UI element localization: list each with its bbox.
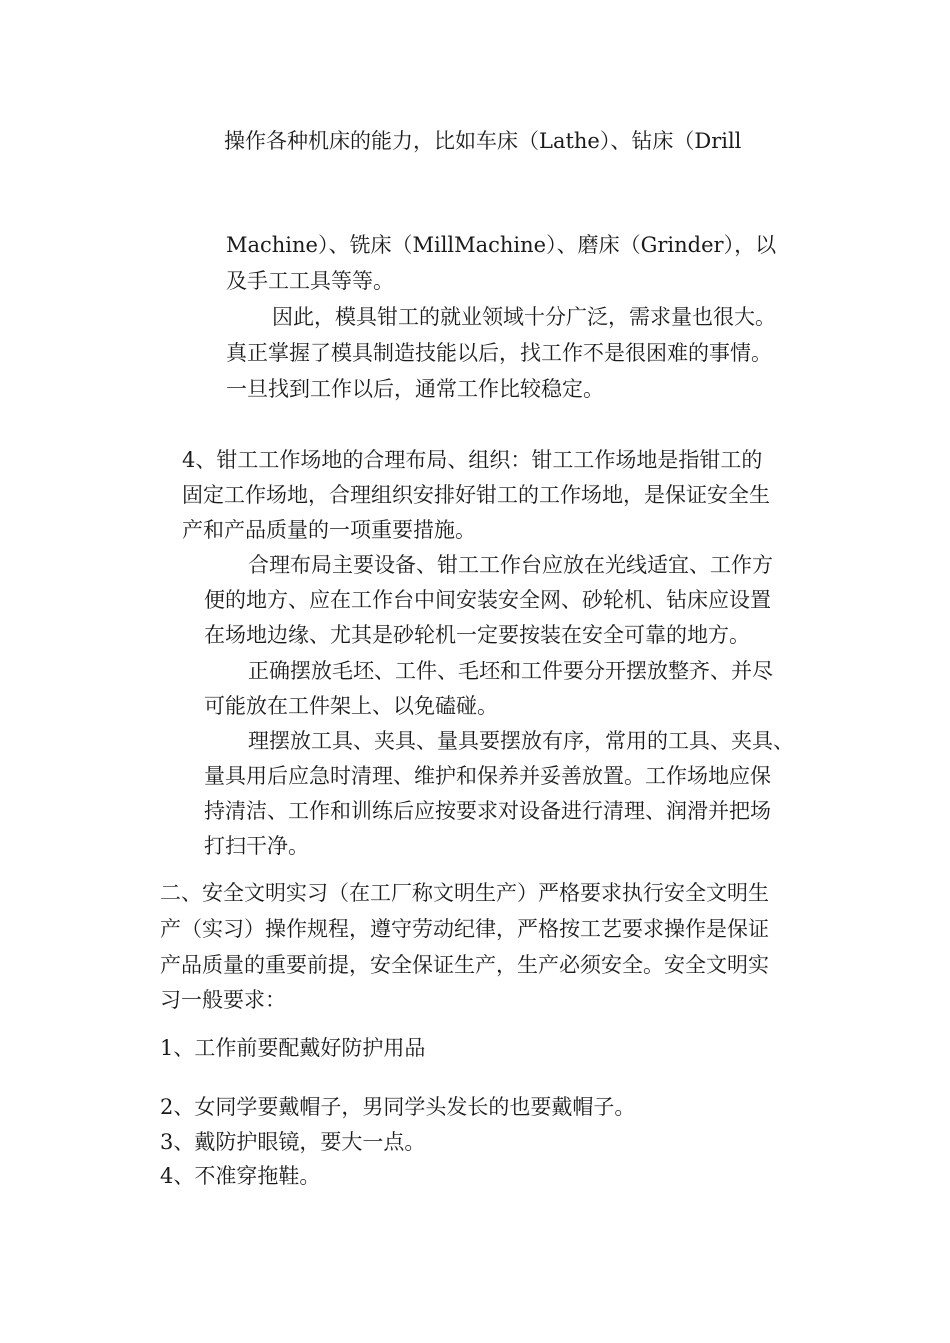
text-line: 持清洁、工作和训练后应按要求对设备进行清理、润滑并把场 <box>204 799 771 823</box>
text-line: 因此，模具钳工的就业领域十分广泛，需求量也很大。 <box>272 305 776 329</box>
text-line: 习一般要求： <box>160 988 286 1012</box>
text-line: 固定工作场地，合理组织安排好钳工的工作场地，是保证安全生 <box>182 483 770 507</box>
text-line: 一旦找到工作以后，通常工作比较稳定。 <box>226 377 604 401</box>
text-line: Machine）、铣床（MillMachine）、磨床（Grinder），以 <box>226 233 777 257</box>
text-line: 及手工工具等等。 <box>226 269 394 293</box>
text-line: 便的地方、应在工作台中间安装安全网、砂轮机、钻床应设置 <box>204 588 771 612</box>
text-line: 理摆放工具、夹具、量具要摆放有序，常用的工具、夹具、 <box>248 729 794 753</box>
text-line: 真正掌握了模具制造技能以后，找工作不是很困难的事情。 <box>226 341 772 365</box>
text-line: 产（实习）操作规程，遵守劳动纪律，严格按工艺要求操作是保证 <box>160 917 769 941</box>
text-line: 产和产品质量的一项重要措施。 <box>182 518 476 542</box>
text-line: 量具用后应急时清理、维护和保养并妥善放置。工作场地应保 <box>204 764 771 788</box>
list-item: 1、工作前要配戴好防护用品 <box>160 1036 426 1060</box>
list-item: 3、戴防护眼镜，要大一点。 <box>160 1130 426 1154</box>
text-line: 产品质量的重要前提，安全保证生产，生产必须安全。安全文明实 <box>160 953 769 977</box>
text-line: 二、安全文明实习（在工厂称文明生产）严格要求执行安全文明生 <box>160 881 769 905</box>
list-item: 4、不准穿拖鞋。 <box>160 1164 321 1188</box>
text-line: 在场地边缘、尤其是砂轮机一定要按装在安全可靠的地方。 <box>204 623 750 647</box>
text-line: 可能放在工件架上、以免磕碰。 <box>204 694 498 718</box>
list-item: 2、女同学要戴帽子，男同学头发长的也要戴帽子。 <box>160 1095 636 1119</box>
text-line: 合理布局主要设备、钳工工作台应放在光线适宜、工作方 <box>248 553 773 577</box>
text-line: 正确摆放毛坯、工件、毛坯和工件要分开摆放整齐、并尽 <box>248 659 773 683</box>
text-line: 操作各种机床的能力，比如车床（Lathe）、钻床（Drill <box>224 129 742 153</box>
text-line: 4、钳工工作场地的合理布局、组织：钳工工作场地是指钳工的 <box>182 448 763 472</box>
text-line: 打扫干净。 <box>204 834 309 858</box>
